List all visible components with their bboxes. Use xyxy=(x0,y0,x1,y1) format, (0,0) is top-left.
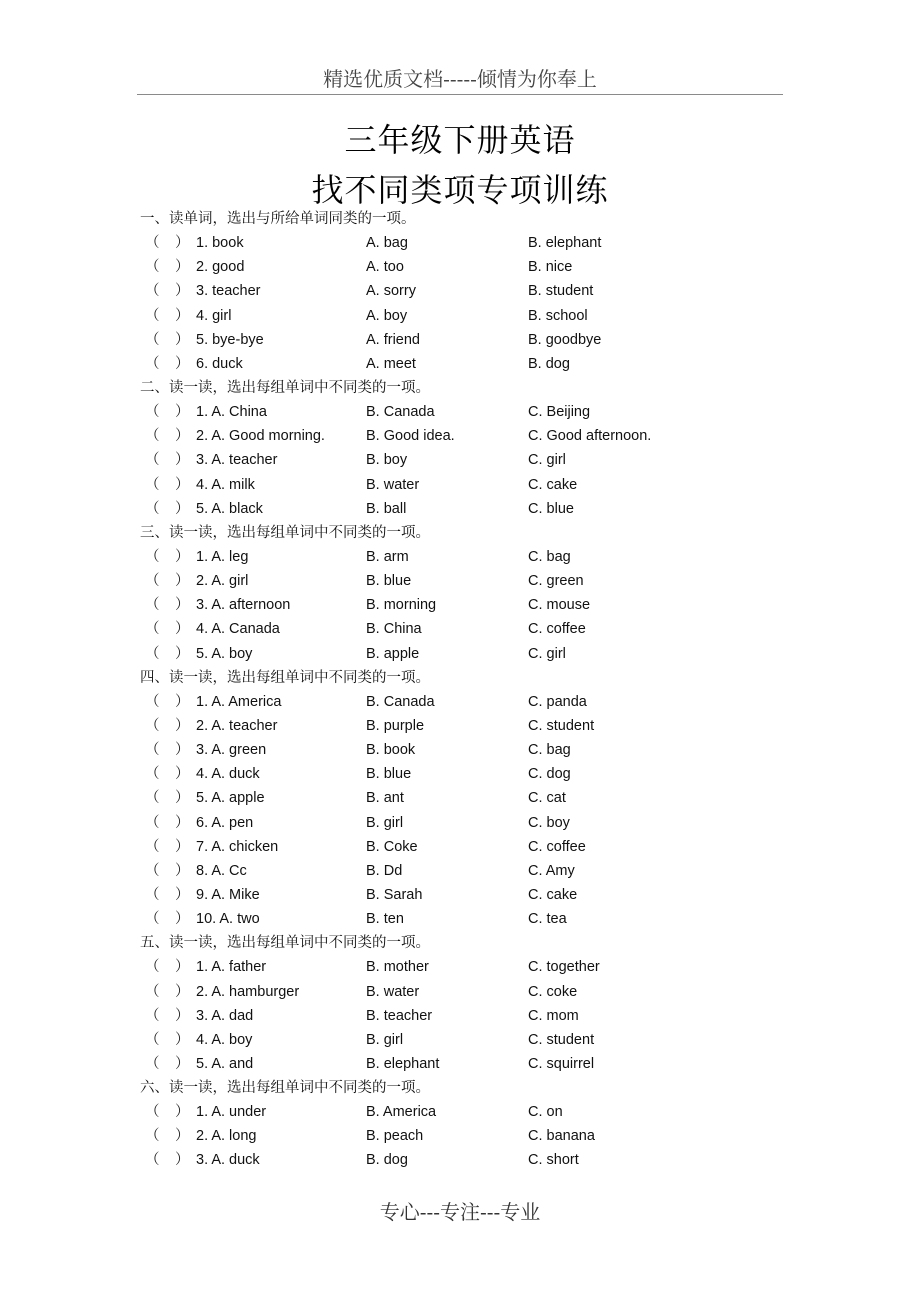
option-1: B. apple xyxy=(366,645,420,662)
option-2: B. school xyxy=(528,307,588,324)
paren-close: ） xyxy=(175,307,190,324)
question-row xyxy=(140,569,790,593)
question-row xyxy=(140,279,790,303)
paren-close: ） xyxy=(175,331,190,348)
question-row xyxy=(140,1124,790,1148)
answer-blank[interactable] xyxy=(145,642,190,666)
answer-blank[interactable] xyxy=(145,448,190,472)
question-row xyxy=(140,328,790,352)
answer-blank[interactable] xyxy=(145,1100,190,1124)
question-text: 3. A. duck xyxy=(196,1152,260,1169)
option-2: C. blue xyxy=(528,500,574,517)
option-1: B. arm xyxy=(366,548,409,565)
paren-open: （ xyxy=(145,307,160,324)
question-text: 3. teacher xyxy=(196,283,261,300)
option-1: A. meet xyxy=(366,355,416,372)
option-1: B. girl xyxy=(366,1031,404,1048)
paren-close: ） xyxy=(175,911,190,928)
paren-open: （ xyxy=(145,983,160,1000)
question-row xyxy=(140,642,790,666)
option-2: C. bag xyxy=(528,548,571,565)
answer-blank[interactable] xyxy=(145,328,190,352)
paren-open: （ xyxy=(145,283,160,300)
option-2: C. coffee xyxy=(528,838,586,855)
paren-close: ） xyxy=(175,476,190,493)
question-row xyxy=(140,955,790,979)
page-header: 精选优质文档-----倾情为你奉上 xyxy=(137,64,783,95)
question-row xyxy=(140,1052,790,1076)
paren-open: （ xyxy=(145,476,160,493)
paren-close: ） xyxy=(175,1007,190,1024)
paren-close: ） xyxy=(175,645,190,662)
answer-blank[interactable] xyxy=(145,980,190,1004)
answer-blank[interactable] xyxy=(145,424,190,448)
paren-open: （ xyxy=(145,331,160,348)
question-row xyxy=(140,400,790,424)
question-row xyxy=(140,762,790,786)
option-2: C. dog xyxy=(528,766,571,783)
answer-blank[interactable] xyxy=(145,279,190,303)
question-text: 5. bye-bye xyxy=(196,331,264,348)
option-1: B. Canada xyxy=(366,404,435,421)
question-text: 4. A. duck xyxy=(196,766,260,783)
paren-open: （ xyxy=(145,621,160,638)
question-row xyxy=(140,907,790,931)
option-2: B. elephant xyxy=(528,235,602,252)
answer-blank[interactable] xyxy=(145,1124,190,1148)
paren-close: ） xyxy=(175,862,190,879)
paren-close: ） xyxy=(175,283,190,300)
option-1: B. boy xyxy=(366,452,408,469)
answer-blank[interactable] xyxy=(145,617,190,641)
option-2: C. mouse xyxy=(528,597,591,614)
paren-close: ） xyxy=(175,983,190,1000)
section-heading: 六、读一读，选出每组单词中不同类的一项。 xyxy=(140,1080,430,1097)
answer-blank[interactable] xyxy=(145,400,190,424)
option-2: C. girl xyxy=(528,452,566,469)
answer-blank[interactable] xyxy=(145,738,190,762)
option-1: B. water xyxy=(366,476,420,493)
paren-close: ） xyxy=(175,886,190,903)
paren-open: （ xyxy=(145,1031,160,1048)
option-1: B. water xyxy=(366,983,420,1000)
option-1: B. ten xyxy=(366,911,404,928)
paren-close: ） xyxy=(175,693,190,710)
question-text: 3. A. dad xyxy=(196,1007,254,1024)
paren-close: ） xyxy=(175,1152,190,1169)
question-text: 4. girl xyxy=(196,307,232,324)
question-row xyxy=(140,448,790,472)
question-row xyxy=(140,231,790,255)
question-text: 2. A. teacher xyxy=(196,717,278,734)
section-heading: 五、读一读，选出每组单词中不同类的一项。 xyxy=(140,935,430,952)
question-text: 8. A. Cc xyxy=(196,862,247,879)
question-row xyxy=(140,1148,790,1172)
question-row xyxy=(140,255,790,279)
paren-open: （ xyxy=(145,645,160,662)
paren-close: ） xyxy=(175,235,190,252)
option-2: C. cake xyxy=(528,476,578,493)
question-text: 6. duck xyxy=(196,355,243,372)
question-text: 3. A. green xyxy=(196,742,267,759)
question-row xyxy=(140,786,790,810)
answer-blank[interactable] xyxy=(145,545,190,569)
question-row xyxy=(140,980,790,1004)
paren-close: ） xyxy=(175,959,190,976)
answer-blank[interactable] xyxy=(145,1148,190,1172)
paren-open: （ xyxy=(145,1055,160,1072)
paren-open: （ xyxy=(145,259,160,276)
option-2: C. Amy xyxy=(528,862,575,879)
option-2: C. student xyxy=(528,717,595,734)
paren-open: （ xyxy=(145,404,160,421)
paren-open: （ xyxy=(145,742,160,759)
option-2: B. goodbye xyxy=(528,331,602,348)
paren-open: （ xyxy=(145,693,160,710)
paren-close: ） xyxy=(175,1104,190,1121)
paren-close: ） xyxy=(175,404,190,421)
paren-close: ） xyxy=(175,548,190,565)
paren-open: （ xyxy=(145,790,160,807)
paren-close: ） xyxy=(175,790,190,807)
option-2: C. cake xyxy=(528,886,578,903)
option-2: C. girl xyxy=(528,645,566,662)
question-row xyxy=(140,497,790,521)
option-1: B. mother xyxy=(366,959,429,976)
question-text: 2. A. long xyxy=(196,1128,257,1145)
question-text: 6. A. pen xyxy=(196,814,254,831)
section-heading: 四、读一读，选出每组单词中不同类的一项。 xyxy=(140,669,430,686)
option-2: B. nice xyxy=(528,259,573,276)
question-text: 2. A. girl xyxy=(196,573,249,590)
answer-blank[interactable] xyxy=(145,907,190,931)
option-2: C. coffee xyxy=(528,621,586,638)
question-text: 5. A. boy xyxy=(196,645,253,662)
option-1: B. peach xyxy=(366,1128,424,1145)
question-row xyxy=(140,352,790,376)
option-1: B. teacher xyxy=(366,1007,433,1024)
option-1: B. America xyxy=(366,1104,437,1121)
paren-close: ） xyxy=(175,259,190,276)
question-text: 1. A. father xyxy=(196,959,267,976)
answer-blank[interactable] xyxy=(145,352,190,376)
paren-open: （ xyxy=(145,573,160,590)
paren-open: （ xyxy=(145,428,160,445)
paren-close: ） xyxy=(175,1031,190,1048)
option-1: A. boy xyxy=(366,307,408,324)
option-2: C. bag xyxy=(528,742,571,759)
paren-open: （ xyxy=(145,597,160,614)
question-row xyxy=(140,1100,790,1124)
paren-close: ） xyxy=(175,838,190,855)
question-row xyxy=(140,1028,790,1052)
paren-open: （ xyxy=(145,911,160,928)
question-text: 1. A. America xyxy=(196,693,282,710)
option-2: C. green xyxy=(528,573,584,590)
question-text: 7. A. chicken xyxy=(196,838,279,855)
paren-open: （ xyxy=(145,959,160,976)
paren-open: （ xyxy=(145,548,160,565)
option-2: C. together xyxy=(528,959,600,976)
option-1: B. blue xyxy=(366,766,412,783)
paren-close: ） xyxy=(175,355,190,372)
answer-blank[interactable] xyxy=(145,883,190,907)
answer-blank[interactable] xyxy=(145,955,190,979)
question-text: 5. A. and xyxy=(196,1055,254,1072)
answer-blank[interactable] xyxy=(145,811,190,835)
option-2: C. squirrel xyxy=(528,1055,595,1072)
answer-blank[interactable] xyxy=(145,304,190,328)
paren-close: ） xyxy=(175,1128,190,1145)
answer-blank[interactable] xyxy=(145,835,190,859)
answer-blank[interactable] xyxy=(145,714,190,738)
question-text: 4. A. milk xyxy=(196,476,255,493)
answer-blank[interactable] xyxy=(145,231,190,255)
option-1: B. purple xyxy=(366,717,425,734)
question-row xyxy=(140,617,790,641)
option-2: C. student xyxy=(528,1031,595,1048)
section-heading: 二、读一读，选出每组单词中不同类的一项。 xyxy=(140,379,430,396)
answer-blank[interactable] xyxy=(145,1052,190,1076)
paren-open: （ xyxy=(145,1128,160,1145)
option-2: C. Beijing xyxy=(528,404,591,421)
option-2: C. tea xyxy=(528,911,567,928)
question-text: 3. A. teacher xyxy=(196,452,278,469)
option-2: C. panda xyxy=(528,693,587,710)
answer-blank[interactable] xyxy=(145,690,190,714)
question-text: 4. A. boy xyxy=(196,1031,253,1048)
option-1: B. Dd xyxy=(366,862,403,879)
option-2: C. banana xyxy=(528,1128,595,1145)
paren-open: （ xyxy=(145,862,160,879)
question-text: 2. A. hamburger xyxy=(196,983,300,1000)
question-row xyxy=(140,1004,790,1028)
option-1: B. book xyxy=(366,742,416,759)
question-row xyxy=(140,883,790,907)
answer-blank[interactable] xyxy=(145,859,190,883)
paren-open: （ xyxy=(145,838,160,855)
answer-blank[interactable] xyxy=(145,593,190,617)
paren-open: （ xyxy=(145,717,160,734)
paren-open: （ xyxy=(145,452,160,469)
paren-close: ） xyxy=(175,428,190,445)
option-2: C. mom xyxy=(528,1007,579,1024)
page-subtitle: 找不同类项专项训练 xyxy=(311,171,609,209)
paren-open: （ xyxy=(145,814,160,831)
paren-open: （ xyxy=(145,1104,160,1121)
question-text: 5. A. apple xyxy=(196,790,265,807)
answer-blank[interactable] xyxy=(145,497,190,521)
question-text: 4. A. Canada xyxy=(196,621,280,638)
option-2: C. on xyxy=(528,1104,563,1121)
question-text: 9. A. Mike xyxy=(196,886,260,903)
question-text: 2. good xyxy=(196,259,245,276)
question-text: 2. A. Good morning. xyxy=(196,428,325,445)
paren-open: （ xyxy=(145,1007,160,1024)
option-2: C. boy xyxy=(528,814,570,831)
paren-close: ） xyxy=(175,500,190,517)
option-1: A. too xyxy=(366,259,404,276)
option-2: C. coke xyxy=(528,983,578,1000)
question-row xyxy=(140,545,790,569)
question-row xyxy=(140,811,790,835)
question-row xyxy=(140,859,790,883)
paren-close: ） xyxy=(175,1055,190,1072)
paren-open: （ xyxy=(145,766,160,783)
section-heading: 一、读单词，选出与所给单词同类的一项。 xyxy=(140,211,416,227)
page-footer: 专心---专注---专业 xyxy=(379,1200,541,1224)
option-1: A. friend xyxy=(366,331,420,348)
paren-close: ） xyxy=(175,621,190,638)
option-1: B. Good idea. xyxy=(366,428,455,445)
answer-blank[interactable] xyxy=(145,786,190,810)
option-1: B. elephant xyxy=(366,1055,440,1072)
question-text: 1. A. China xyxy=(196,404,267,421)
paren-close: ） xyxy=(175,814,190,831)
option-1: A. bag xyxy=(366,235,408,252)
option-1: B. ant xyxy=(366,790,404,807)
question-row xyxy=(140,690,790,714)
question-text: 5. A. black xyxy=(196,500,263,517)
option-2: C. short xyxy=(528,1152,579,1169)
paren-open: （ xyxy=(145,235,160,252)
option-1: A. sorry xyxy=(366,283,416,300)
option-2: C. Good afternoon. xyxy=(528,428,652,445)
page-title: 三年级下册英语 xyxy=(344,121,576,159)
option-2: B. student xyxy=(528,283,594,300)
question-text: 1. A. under xyxy=(196,1104,267,1121)
paren-close: ） xyxy=(175,742,190,759)
answer-blank[interactable] xyxy=(145,255,190,279)
question-row xyxy=(140,593,790,617)
paren-open: （ xyxy=(145,886,160,903)
option-2: C. cat xyxy=(528,790,566,807)
option-1: B. morning xyxy=(366,597,437,614)
answer-blank[interactable] xyxy=(145,1028,190,1052)
question-row xyxy=(140,424,790,448)
question-row xyxy=(140,473,790,497)
option-1: B. dog xyxy=(366,1152,408,1169)
answer-blank[interactable] xyxy=(145,569,190,593)
answer-blank[interactable] xyxy=(145,473,190,497)
option-1: B. ball xyxy=(366,500,407,517)
option-1: B. Coke xyxy=(366,838,418,855)
question-row xyxy=(140,304,790,328)
question-row xyxy=(140,714,790,738)
question-row xyxy=(140,835,790,859)
question-text: 10. A. two xyxy=(196,911,260,928)
option-1: B. Canada xyxy=(366,693,435,710)
answer-blank[interactable] xyxy=(145,762,190,786)
option-1: B. girl xyxy=(366,814,404,831)
option-1: B. Sarah xyxy=(366,886,423,903)
paren-close: ） xyxy=(175,766,190,783)
option-2: B. dog xyxy=(528,355,570,372)
section-heading: 三、读一读，选出每组单词中不同类的一项。 xyxy=(140,524,430,541)
exercise-content xyxy=(140,207,790,1173)
paren-close: ） xyxy=(175,452,190,469)
paren-open: （ xyxy=(145,355,160,372)
paren-open: （ xyxy=(145,500,160,517)
question-row xyxy=(140,738,790,762)
question-text: 1. book xyxy=(196,235,244,252)
paren-close: ） xyxy=(175,597,190,614)
answer-blank[interactable] xyxy=(145,1004,190,1028)
question-text: 3. A. afternoon xyxy=(196,597,291,614)
option-1: B. China xyxy=(366,621,422,638)
paren-close: ） xyxy=(175,717,190,734)
question-text: 1. A. leg xyxy=(196,548,249,565)
paren-open: （ xyxy=(145,1152,160,1169)
paren-close: ） xyxy=(175,573,190,590)
option-1: B. blue xyxy=(366,573,412,590)
